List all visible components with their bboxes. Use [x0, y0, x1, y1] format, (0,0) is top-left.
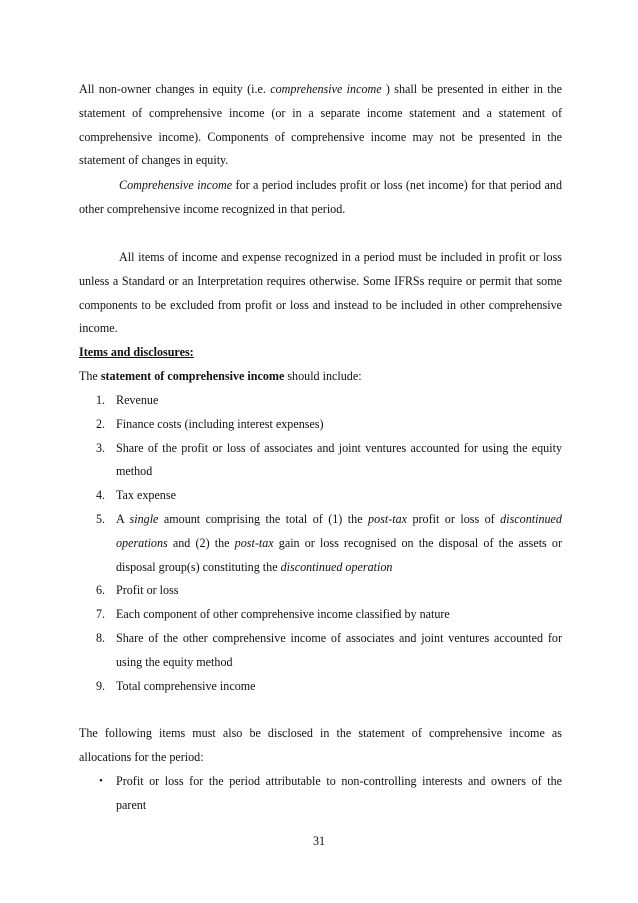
intro-text-a: The [79, 369, 101, 383]
para1-italic-term: comprehensive income [270, 82, 382, 96]
bullet-item-text: Profit or loss for the period attributable to non-controlling interests and owners of the parent [116, 774, 562, 812]
list-item-number: 7. [96, 607, 106, 622]
numbered-list [79, 389, 562, 698]
item5-text-g: and (2) the [167, 535, 235, 550]
list-item [79, 484, 562, 508]
list-item-text: Share of the other comprehensive income of associates and joint ventures accounted for using the equity method [116, 630, 562, 669]
item5-italic-single: single [129, 511, 159, 526]
list-item-text: Profit or loss [116, 583, 179, 598]
item5-italic-post-tax: post-tax [368, 511, 408, 526]
paragraph-non-owner-changes [79, 78, 562, 173]
list-intro [79, 365, 362, 389]
item5-italic-discontinued-operation: discontinued operation [280, 559, 393, 574]
paragraph-items-of-income [79, 246, 562, 341]
item5-text-a: A [116, 511, 130, 526]
list-item-text: Share of the profit or loss of associates and joint ventures accounted for using the equity method [116, 440, 562, 479]
paragraph-allocations [79, 722, 562, 770]
section-heading: Items and disclosures: [79, 345, 194, 359]
item5-italic-discontinued-operations: discontinued operations [116, 511, 562, 550]
item5-italic-post-tax-2: post-tax [234, 535, 274, 550]
item5-text-e: profit or loss of [407, 511, 501, 526]
list-item [79, 437, 562, 485]
intro-bold-term: statement of comprehensive income [100, 369, 285, 383]
list-item [79, 603, 562, 627]
list-item [79, 508, 562, 579]
bullet-dot-icon: • [99, 775, 103, 787]
paragraph-comprehensive-income-definition [79, 174, 562, 222]
list-item [79, 627, 562, 675]
para2-text-b: for a period includes profit or loss (net income) for that period and other comprehensive income recognized in that period. [79, 178, 562, 216]
intro-text-c: should include: [284, 369, 362, 383]
list-item-text: Each component of other comprehensive income classified by nature [116, 607, 450, 622]
item5-text-i: gain or loss recognised on the disposal of the assets or disposal group(s) constituting the [116, 535, 562, 574]
list-item-text: Total comprehensive income [116, 678, 256, 693]
item5-text-c: amount comprising the total of (1) the [158, 511, 369, 526]
list-item [79, 413, 562, 437]
list-item-number: 9. [96, 678, 106, 693]
list-item-number: 6. [96, 583, 106, 598]
list-item-text: Tax expense [116, 488, 176, 503]
list-item-number: 8. [96, 630, 106, 645]
list-item-text: Revenue [116, 393, 159, 407]
list-item-number: 3. [96, 440, 106, 455]
para2-italic-term: Comprehensive income [119, 178, 233, 192]
list-item-number: 1. [96, 393, 106, 407]
list-item [79, 579, 562, 603]
para1-text-c: ) shall be presented in either in the statement of comprehensive income (or in a separate income statement and a statement of comprehensive income). Components of comprehensive income may not be presented in the statement of changes in equity. [79, 82, 563, 168]
bullet-list [79, 770, 562, 818]
list-item-number: 4. [96, 488, 106, 503]
para4-text: The following items must also be disclosed in the statement of comprehensive income as allocations for the period: [79, 726, 562, 764]
list-item-text: Finance costs (including interest expenses) [116, 416, 324, 431]
list-item-number: 2. [96, 416, 106, 431]
bullet-item [79, 770, 562, 818]
para3-text: All items of income and expense recognized in a period must be included in profit or loss unless a Standard or an Interpretation requires otherwise. Some IFRSs require or permit that some components to be excluded from profit or loss and instead to be included in other comprehensive income. [79, 250, 562, 336]
list-item-number: 5. [96, 511, 106, 526]
page-number: 31 [312, 834, 326, 848]
para1-text-a: All non-owner changes in equity (i.e. [79, 82, 271, 96]
list-item [79, 675, 562, 699]
list-item [79, 389, 562, 413]
